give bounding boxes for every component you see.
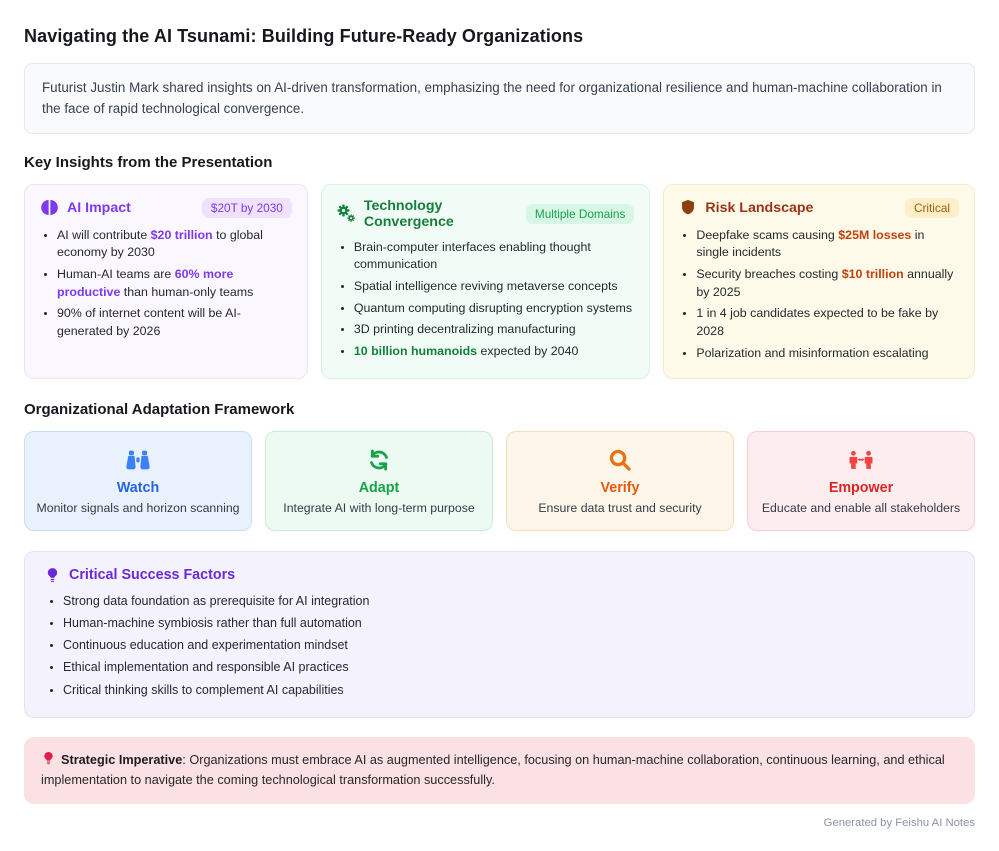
footer-credit: Generated by Feishu AI Notes [823,816,975,829]
gears-icon [337,204,356,223]
framework-card-watch [24,431,252,531]
framework-card-desc: Educate and enable all stakeholders [761,501,961,516]
section-title-framework: Organizational Adaptation Framework [24,401,295,419]
magnifier-icon [607,447,633,473]
key-insight-cards-row [24,184,975,379]
summary-text: Futurist Justin Mark shared insights on AI-driven transformation, emphasizing the need for organizational resilience and human-machine collaboration in the face of rapid technological convergence. [42,80,942,117]
card-bullet-list: • Deepfake scams causing $25M losses in single incidents • Security breaches costing $10 trillion annually by 2025 • 1 in 4 job candidates expected to be fake by 2028 • Polarization and misinformation escalating [679,227,959,362]
panel-header [44,566,955,585]
brain-icon [40,198,59,217]
strategic-imperative-banner [24,737,975,804]
section-title-key-insights: Key Insights from the Presentation [24,153,273,171]
framework-card-adapt [265,431,493,531]
framework-card-title: Adapt [358,480,400,497]
framework-card-desc: Monitor signals and horizon scanning [36,501,240,516]
card-badge: Multiple Domains [526,204,634,224]
framework-card-title: Watch [116,480,160,497]
card-badge: $20T by 2030 [202,198,292,218]
card-title: AI Impact [67,199,131,216]
card-bullet-list: • Brain-computer interfaces enabling thought communication • Spatial intelligence reviving metaverse concepts • Quantum computing disrupting encryption systems • 3D printing decentralizing manufacturing • 10 billion humanoids expected by 2040 [337,239,635,361]
card-title: Technology Convergence [363,197,454,230]
strategic-imperative-text: : Organizations must embrace AI as augmented intelligence, focusing on human-machine collaboration, continuous learning, and ethical implementation to navigate the coming technological transformation successfully. [41,752,945,788]
success-factors-list: • Strong data foundation as prerequisite for AI integration • Human-machine symbiosis rather than full automation • Continuous education and experimentation mindset • Ethical implementation and responsible AI practices • Critical thinking skills to complement AI capabilities [44,593,955,699]
strategic-imperative-label: Strategic Imperative [61,752,183,767]
page-title: Navigating the AI Tsunami: Building Future-Ready Organizations [24,26,584,46]
framework-card-desc: Ensure data trust and security [538,501,702,516]
framework-cards-row [24,431,975,531]
card-header [679,198,959,218]
binoculars-icon [125,447,151,473]
card-title: Risk Landscape [705,199,814,216]
framework-card-empower [747,431,975,531]
people-exchange-icon [848,447,874,473]
framework-card-desc: Integrate AI with long-term purpose [283,501,475,516]
lightbulb-icon [41,750,56,767]
critical-success-factors-panel [24,551,975,718]
card-header [337,198,635,230]
framework-card-verify [506,431,734,531]
framework-card-title: Verify [600,480,640,497]
lightbulb-icon [44,566,61,585]
refresh-icon [366,447,392,473]
panel-title: Critical Success Factors [69,567,236,584]
card-bullet-list: • AI will contribute $20 trillion to global economy by 2030 • Human-AI teams are 60% more productive than human-only teams • 90% of internet content will be AI-generated by 2026 [40,227,292,341]
shield-icon [679,198,697,217]
card-risk-landscape [663,184,975,379]
card-header [40,198,292,218]
card-technology-convergence [321,184,651,379]
card-ai-impact [24,184,308,379]
card-badge: Critical [905,198,959,218]
summary-box [24,63,975,134]
framework-card-title: Empower [828,480,894,497]
